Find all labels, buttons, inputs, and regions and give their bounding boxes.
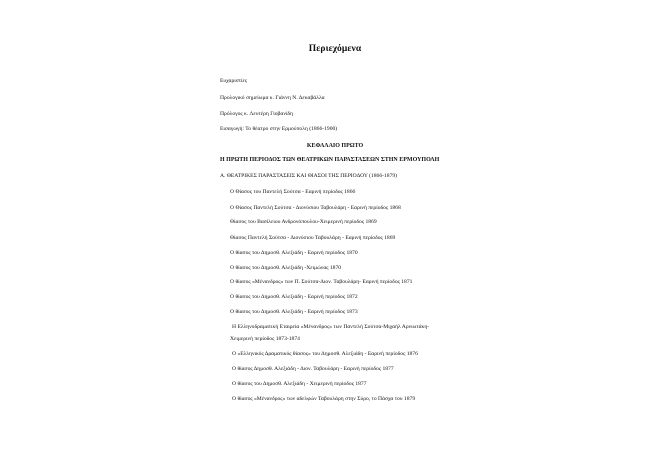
toc-entry-foreword-note: Προλογικό σημείωμα κ. Γιάννη Ν. Δεκαβάλλα <box>220 95 325 101</box>
toc-entry-continuation: Χειμερινή περίοδος 1873-1874 <box>230 336 300 342</box>
toc-entry: Θίασος Παντελή Σούτσα - Διονύσιου Ταβουλάρη - Εαρινή περίοδος 1869 <box>230 235 396 241</box>
toc-entry: Ο θίασος του Δημοσθ. Αλεξιάδη - Εαρινή περίοδος 1873 <box>230 309 358 315</box>
toc-entry: Θίασος του Βασίλειου Ανδρονόπουλου-Χειμερινή περίοδος 1869 <box>230 219 377 225</box>
toc-entry: Ο θίασος «Μένανδρος» των Π. Σούτσα-Διον. Ταβουλάρη- Εαρινή περίοδος 1871 <box>230 279 413 285</box>
toc-entry: Ο θίασος του Δημοσθ. Αλεξιάδη - Χειμερινή περίοδος 1877 <box>232 381 367 387</box>
toc-entry: Ο Θίασος του Παντελή Σούτσα - Εαρινή περίοδος 1866 <box>230 189 356 195</box>
toc-entry: Ο «Ελληνικός Δραματικός θίασος» του Δημοσθ. Αλεξιάδη - Εαρινή περίοδος 1876 <box>232 351 418 357</box>
toc-entry: Ο θίασος Δημοσθ. Αλεξιάδη - Διον. Ταβουλάρη - Εαρινή περίοδος 1877 <box>232 366 394 372</box>
chapter-heading: ΚΕΦΑΛΑΙΟ ΠΡΩΤΟ <box>306 143 364 149</box>
page-title: Περιεχόμενα <box>308 44 362 54</box>
toc-entry: Ο Θίασος Παντελή Σούτσα - Διονύσιου Ταβουλάρη - Εαρινή περίοδος 1868 <box>230 205 401 211</box>
toc-entry: Ο θίασος του Δημοσθ. Αλεξιάδη - Εαρινή περίοδος 1870 <box>230 250 358 256</box>
toc-entry-acknowledgements: Ευχαριστίες <box>220 78 248 84</box>
toc-entry-introduction: Εισαγωγή: Το θέατρο στην Ερμούπολη (1866-1900) <box>220 126 338 132</box>
toc-entry: Ο θίασος του Δημοσθ. Αλεξιάδη - Εαρινή περίοδος 1872 <box>230 294 358 300</box>
part-title: Η ΠΡΩΤΗ ΠΕΡΙΟΔΟΣ ΤΩΝ ΘΕΑΤΡΙΚΩΝ ΠΑΡΑΣΤΑΣΕΩΝ ΣΤΗΝ ΕΡΜΟΥΠΟΛΗ <box>220 157 440 163</box>
section-title: Α. ΘΕΑΤΡΙΚΕΣ ΠΑΡΑΣΤΑΣΕΙΣ ΚΑΙ ΘΙΑΣΟΙ ΤΗΣ ΠΕΡΙΟΔΟΥ (1866-1879) <box>220 173 398 179</box>
toc-entry-preface: Πρόλογος κ. Λευτέρη Γιοβανίδη <box>220 111 293 117</box>
toc-entry: Ο θίασος του Δημοσθ. Αλεξιάδη -Χειμώνας 1870 <box>230 265 342 271</box>
toc-entry: Η Ελληνοδραματική Εταιρεία «Μένανδρος» των Παντελή Σούτσα-Μιχαήλ Αρνιωτάκη- <box>232 324 430 330</box>
toc-entry: Ο θίασος «Μένανδρος» των αδελφών Ταβουλάρη στην Σύρο, το Πάσχα του 1879 <box>232 396 416 402</box>
